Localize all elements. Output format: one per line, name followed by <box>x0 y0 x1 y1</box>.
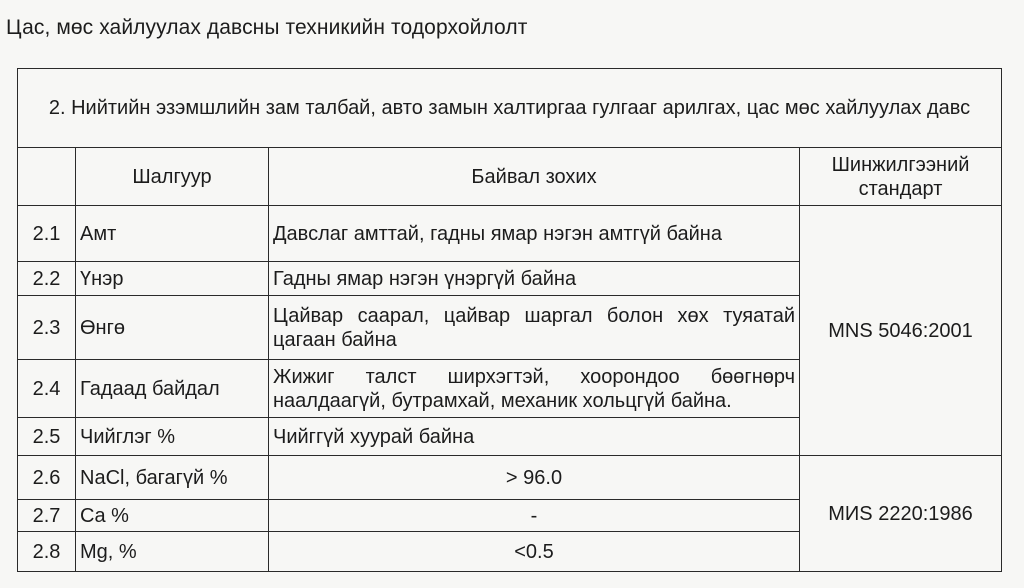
header-standard: Шинжилгээний стандарт <box>800 148 1002 206</box>
header-criterion: Шалгуур <box>76 148 269 206</box>
standard-group-2: МИS 2220:1986 <box>800 456 1002 572</box>
row-number: 2.2 <box>18 262 76 296</box>
header-requirement: Байвал зохих <box>269 148 800 206</box>
row-number: 2.3 <box>18 296 76 360</box>
row-criterion: Өнгө <box>76 296 269 360</box>
spec-table <box>17 68 1002 572</box>
section-title-row <box>18 69 1002 148</box>
row-number: 2.6 <box>18 456 76 500</box>
row-requirement: Цайвар саарал, цайвар шаргал болон хөх туяатай цагаан байна <box>269 296 800 360</box>
row-requirement: Жижиг талст ширхэгтэй, хоорондоо бөөгнөрч наалдаагүй, бутрамхай, механик хольцгүй байна. <box>269 360 800 418</box>
row-requirement: <0.5 <box>269 532 800 572</box>
row-number: 2.8 <box>18 532 76 572</box>
standard-group-1: MNS 5046:2001 <box>800 206 1002 456</box>
row-criterion: Үнэр <box>76 262 269 296</box>
header-row <box>18 148 1002 206</box>
table-row <box>18 456 1002 500</box>
row-requirement: > 96.0 <box>269 456 800 500</box>
row-requirement: Давслаг амттай, гадны ямар нэгэн амтгүй байна <box>269 206 800 262</box>
row-number: 2.1 <box>18 206 76 262</box>
row-requirement: Чийггүй хуурай байна <box>269 418 800 456</box>
row-number: 2.7 <box>18 500 76 532</box>
row-criterion: NaCl, багагүй % <box>76 456 269 500</box>
row-criterion: Гадаад байдал <box>76 360 269 418</box>
row-criterion: Чийглэг % <box>76 418 269 456</box>
row-criterion: Ca % <box>76 500 269 532</box>
row-criterion: Mg, % <box>76 532 269 572</box>
table-row <box>18 206 1002 262</box>
row-requirement: Гадны ямар нэгэн үнэргүй байна <box>269 262 800 296</box>
row-criterion: Амт <box>76 206 269 262</box>
row-number: 2.4 <box>18 360 76 418</box>
row-requirement: - <box>269 500 800 532</box>
section-title: 2. Нийтийн эзэмшлийн зам талбай, авто замын халтиргаа гулгааг арилгах, цас мөс хайлуулах давс <box>18 69 1002 148</box>
document-title: Цас, мөс хайлуулах давсны техникийн тодорхойлолт <box>6 16 528 39</box>
header-number <box>18 148 76 206</box>
row-number: 2.5 <box>18 418 76 456</box>
